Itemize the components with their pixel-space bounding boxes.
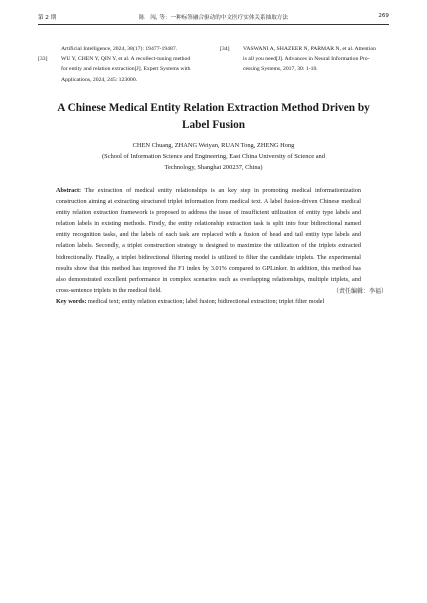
reference-text: for entity and relation extraction[J]. Expert Systems with xyxy=(61,66,191,73)
reference-column-right xyxy=(220,44,389,75)
affiliation: (School of Information Science and Engineering, East China University of Science and xyxy=(102,153,325,160)
abstract-paragraph xyxy=(56,185,361,296)
abstract-section xyxy=(56,185,361,307)
paper-title xyxy=(0,100,427,134)
author-block xyxy=(0,140,427,173)
title-line: A Chinese Medical Entity Relation Extraction Method Driven by xyxy=(57,102,370,114)
running-title: 陈 闯, 等：一种标签融合驱动的中文医疗实体关系抽取方法 xyxy=(139,15,288,21)
reference-text: VASWANI A, SHAZEER N, PARMAR N, et al. Attention xyxy=(243,46,377,52)
keywords-text: medical text; entity relation extraction; label fusion; bidirectional extraction; triplet filter model xyxy=(86,297,325,305)
header-rule xyxy=(38,24,389,25)
running-header xyxy=(38,10,389,22)
reference-number: [34] xyxy=(220,46,230,52)
reference-number: [33] xyxy=(38,56,48,63)
reference-column-left xyxy=(38,44,212,85)
reference-text: WU Y, CHEN Y, QIN Y, et al. A recollect-tuning method xyxy=(61,56,191,63)
editor-note: （责任编辑：李福） xyxy=(332,288,387,295)
keywords-label: Key words: xyxy=(56,297,87,305)
affiliation: Technology, Shanghai 200237, China) xyxy=(164,164,263,171)
issue-label: 第 2 期 xyxy=(38,15,57,21)
reference-entry xyxy=(38,54,212,85)
reference-entry xyxy=(38,44,212,54)
page-number: 269 xyxy=(378,13,389,19)
title-line: Label Fusion xyxy=(181,119,246,131)
abstract-label: Abstract: xyxy=(56,187,82,194)
author-names: CHEN Chuang, ZHANG Weiyan, RUAN Tong, ZHENG Hong xyxy=(132,142,295,149)
reference-text: is all you need[J]. Advances in Neural Information Pro- xyxy=(243,56,370,63)
reference-text: Applications, 2024, 245: 123000. xyxy=(61,76,138,83)
reference-text: Artificial Intelligence, 2024, 38(17): 19477-19487. xyxy=(61,46,178,52)
abstract-text: The extraction of medical entity relationships is an key step in promoting medical informationization construction aiming at extracting structured triplet information from medical text. A label fusion-driven Chinese medical entity relation extraction framework is proposed to address the issue of insufficient utilization of entity type labels and relation labels in existing methods. Firstly, the entity relationship extraction task is split into four bidirectional named entity recognition tasks, and the labels of each task are replaced with a fusion of head and tail entity type labels and relation labels. Secondly, a triplet construction strategy is designed to maximize the utilization of the triplets extracted bidirectionally. Finally, a triplet bidirectional filtering model is utilized to filter the candidate triplets. The experimental results show that this method has improved the F1 index by 3.01% compared to GPLinker. In addition, this method has also demonstrated excellent performance in complex scenarios such as overlapping relationships, multiple triplets, and cross-sentence triplets in the medical field. xyxy=(56,187,361,294)
reference-entry xyxy=(220,44,389,75)
reference-text: cessing Systems, 2017, 30: 1-10. xyxy=(243,66,318,73)
keywords-paragraph xyxy=(56,296,361,307)
